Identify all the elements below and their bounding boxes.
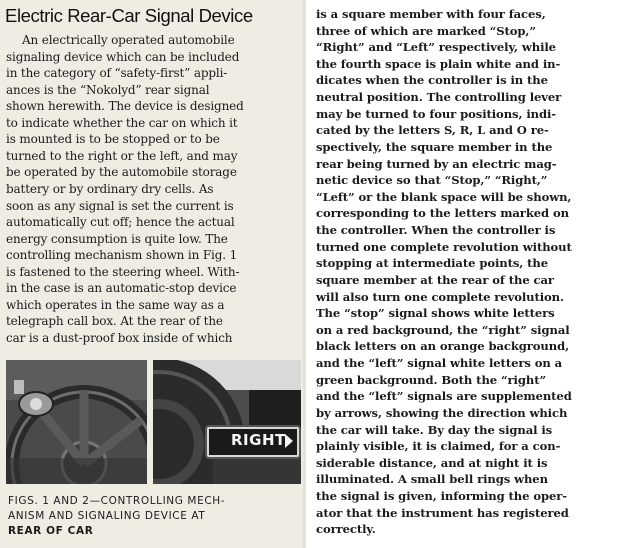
right-text-line: is a square member with four faces, [316,7,546,21]
right-text-line: stopping at intermediate points, the [316,256,549,271]
right-text-line: the signal is given, informing the oper- [316,488,567,503]
right-text-line: turned one complete revolution without [316,239,572,254]
figure-caption [8,494,300,539]
left-text-line: be operated by the automobile storage [6,165,237,180]
steering-wheel-illustration [6,360,147,484]
right-text-line: will also turn one complete revolution. [316,289,564,304]
left-text-line: controlling mechanism shown in Fig. 1 [6,248,238,263]
right-text-line: netic device so that “Stop,” “Right,” [316,173,548,188]
right-text-line: black letters on an orange background, [316,339,570,354]
left-text-line: to indicate whether the car on which it [6,115,238,130]
right-text-line: and the “left” signals are supplemented [316,389,572,404]
right-text-line: cated by the letters S, R, L and O re- [316,123,549,138]
right-text-line: and the “left” signal white letters on a [316,356,563,371]
figure-1-controller-photo [6,360,147,484]
left-text-line: signaling device which can be included [6,49,240,64]
right-text-line: The “stop” signal shows white letters [316,306,555,321]
caption-line-2: ANISM AND SIGNALING DEVICE AT [8,510,206,522]
left-text-line: in the case is an automatic-stop device [6,281,237,296]
right-text-line: dicates when the controller is in the [316,73,548,88]
rear-signal-box [207,427,299,457]
article-title: Electric Rear-Car Signal Device [5,5,253,26]
right-text-line: may be turned to four positions, indi- [316,106,556,121]
left-column [0,0,303,548]
right-text-line: correctly. [316,522,376,537]
left-text-line: is fastened to the steering wheel. With- [6,264,240,279]
right-text-line: spectively, the square member in the [316,139,553,154]
right-text-line: “Left” or the blank space will be shown, [316,189,572,204]
left-text-line: telegraph call box. At the rear of the [6,314,223,329]
right-arrow-icon [285,434,293,448]
right-text-line: square member at the rear of the car [316,272,554,287]
left-text-line: energy consumption is quite low. The [6,231,228,246]
right-text-line: by arrows, showing the direction which [316,405,568,420]
left-text-line: turned to the right or the left, and may [6,148,238,163]
right-text-line: corresponding to the letters marked on [316,206,569,221]
right-text-line: the car will take. By day the signal is [316,422,553,437]
right-text-line: green background. Both the “right” [316,372,547,387]
right-text-line: siderable distance, and at night it is [316,455,548,470]
left-text-line: automatically cut off; hence the actual [6,215,235,230]
right-text-line: plainly visible, it is claimed, for a con- [316,439,561,454]
right-text-line: rear being turned by an electric mag- [316,156,557,171]
right-text-line: the fourth space is plain white and in- [316,56,561,71]
right-text-line: “Right” and “Left” respectively, while [316,40,556,55]
caption-line-1: FIGS. 1 AND 2—CONTROLLING MECH- [8,495,226,507]
right-text-line: on a red background, the “right” signal [316,322,570,337]
left-text-line: ances is the “Nokolyd” rear signal [6,82,210,97]
caption-line-3: REAR OF CAR [8,525,94,537]
right-text-line: ator that the instrument has registered [316,505,569,520]
car-rear-illustration [153,360,301,484]
right-text-line: neutral position. The controlling lever [316,90,562,105]
right-column [306,0,620,548]
right-text-line: the controller. When the controller is [316,223,556,238]
left-text-line: is mounted is to be stopped or to be [6,132,220,147]
left-text-line: An electrically operated automobile [22,33,235,47]
signal-sign-text: RIGHT [231,431,286,449]
left-text-line: car is a dust-proof box inside of which [6,330,233,345]
left-text-line: in the category of “safety-first” appli- [6,66,228,81]
left-text-line: battery or by ordinary dry cells. As [6,181,214,196]
left-text-line: soon as any signal is set the current is [6,198,234,213]
right-text-line: illuminated. A small bell rings when [316,472,548,487]
left-text-line: shown herewith. The device is designed [6,99,244,114]
right-text-line: three of which are marked “Stop,” [316,23,536,38]
left-text-line: which operates in the same way as a [6,297,225,312]
figure-2-rear-signal-photo [153,360,301,484]
